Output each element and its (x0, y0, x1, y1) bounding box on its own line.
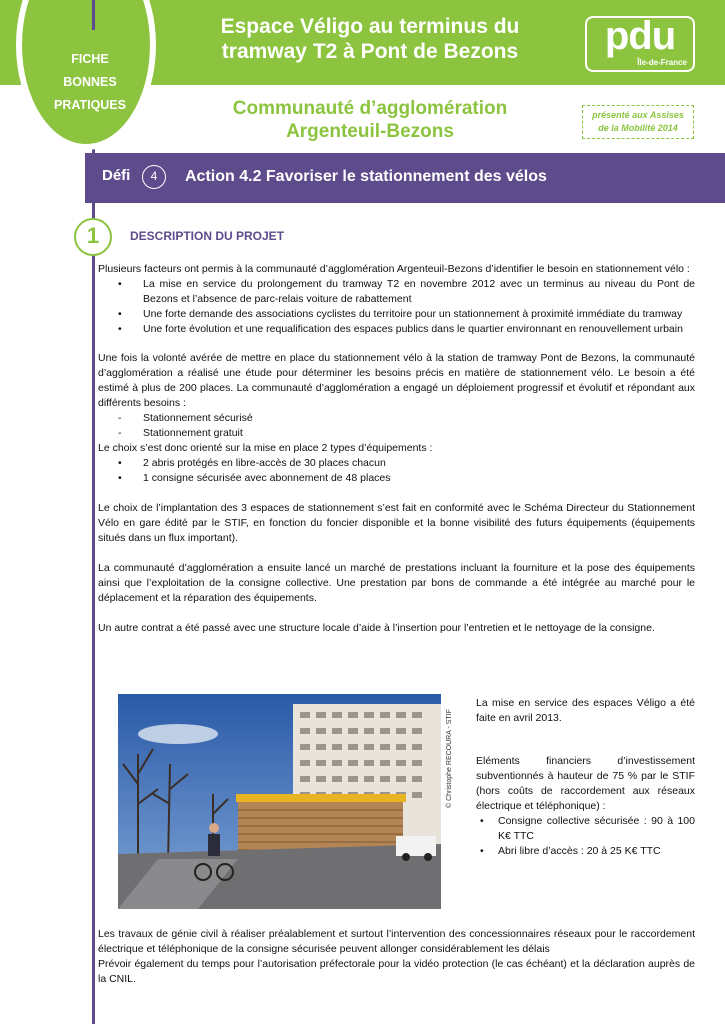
photo-credit: © Christophe RECOURA - STIF (446, 709, 453, 808)
badge-text (36, 48, 144, 117)
photo-illustration (118, 694, 441, 909)
pdu-logo (585, 16, 695, 72)
list-item: • La mise en service du prolongement du tramway T2 en novembre 2012 avec un terminus au niveau du Pont de Bezons et l’absence de parc-relais voiture de rabattement (98, 277, 695, 307)
vertical-rule-top (92, 0, 95, 30)
list-item: • 1 consigne sécurisée avec abonnement de 48 places (98, 471, 695, 486)
title-line: tramway T2 à Pont de Bezons (221, 40, 519, 63)
subtitle-line: Argenteuil-Bezons (286, 121, 454, 142)
footer-notes (98, 927, 695, 987)
title-line: Espace Véligo au terminus du (220, 15, 520, 38)
section-title: DESCRIPTION DU PROJET (130, 229, 285, 243)
list-item: - Stationnement gratuit (98, 426, 695, 441)
paragraph: Une fois la volonté avérée de mettre en place du stationnement vélo à la station de tramway Pont de Bezons, la communauté d’agglomération a réalisé une étude pour déterminer les besoins précis en matière de stationnement vélo. Le besoin a été estimé à plus de 200 places. La communauté d’agglomération a engagé un déploiement progressif et évolutif et répondant aux différents besoins : (98, 352, 695, 409)
paragraph: Un autre contrat a été passé avec une structure locale d’aide à l’insertion pour l’entretien et le nettoyage de la consigne. (98, 622, 655, 634)
list-item: • Consigne collective sécurisée : 90 à 100 K€ TTC (476, 814, 695, 844)
list-item: • Une forte demande des associations cyclistes du territoire pour un stationnement à proximité immédiate du tramway (98, 307, 695, 322)
intro-paragraph: Plusieurs facteurs ont permis à la communauté d’agglomération Argenteuil-Bezons d’identifier le besoin en stationnement vélo : (98, 263, 690, 275)
finance-block (476, 754, 695, 859)
logo-subtext: Île-de-France (637, 58, 687, 67)
badge-line: BONNES (63, 75, 117, 89)
logo-text: pdu (604, 14, 676, 58)
badge-line: FICHE (71, 52, 109, 66)
paragraph: Le choix s’est donc orienté sur la mise en place 2 types d’équipements : (98, 442, 433, 454)
defi-action: Action 4.2 Favoriser le stationnement des vélos (185, 168, 547, 185)
list-item: - Stationnement sécurisé (98, 411, 695, 426)
badge-line: PRATIQUES (54, 98, 126, 112)
paragraph: Le choix de l’implantation des 3 espaces de stationnement s’est fait en conformité avec le Schéma Directeur du Stationnement Vélo en gare édité par le STIF, en fonction du foncier disponible et la bonne visibilité des futurs équipements (équipements situés dans un flux important). (98, 502, 695, 544)
defi-label: Défi (102, 167, 131, 184)
presented-box (582, 105, 694, 139)
section-number: 1 (86, 223, 100, 248)
list-item: • Abri libre d’accès : 20 à 25 K€ TTC (476, 844, 695, 859)
paragraph: La communauté d’agglomération a ensuite lancé un marché de prestations incluant la fourniture et la pose des équipements ainsi que l’exploitation de la consigne collective. Une prestation par bons de commande a été intégrée au marché pour le déplacement et la réparation des équipements. (98, 562, 695, 604)
page-subtitle (180, 97, 560, 143)
page-title (180, 14, 560, 64)
presented-line: présenté aux Assises (592, 110, 684, 120)
body-content (98, 262, 695, 636)
defi-number: 4 (142, 165, 166, 189)
presented-line: de la Mobilité 2014 (598, 123, 678, 133)
paragraph: Prévoir également du temps pour l’autorisation préfectorale pour la vidéo protection (le cas échéant) et la déclaration auprès de la CNIL. (98, 958, 695, 985)
vertical-rule (92, 0, 95, 1024)
subtitle-line: Communauté d’agglomération (232, 98, 508, 119)
presented-text (583, 109, 693, 135)
veligo-photo (118, 694, 441, 909)
defi-bar (85, 153, 725, 203)
list-item: • 2 abris protégés en libre-accès de 30 places chacun (98, 456, 695, 471)
service-text: La mise en service des espaces Véligo a été faite en avril 2013. (476, 697, 695, 724)
finance-text: Eléments financiers d’investissement subventionnés à hauteur de 75 % par le STIF (hors coûts de raccordement aux réseaux électrique et téléphonique) : (476, 755, 695, 812)
paragraph: Les travaux de génie civil à réaliser préalablement et surtout l’intervention des concessionnaires réseaux pour le raccordement électrique et téléphonique de la consigne sécurisée peuvent allonger considérablement les délais (98, 928, 695, 955)
section-number-circle (74, 218, 112, 256)
list-item: • Une forte évolution et une requalification des espaces publics dans le quartier environnant en renouvellement urbain (98, 322, 695, 337)
